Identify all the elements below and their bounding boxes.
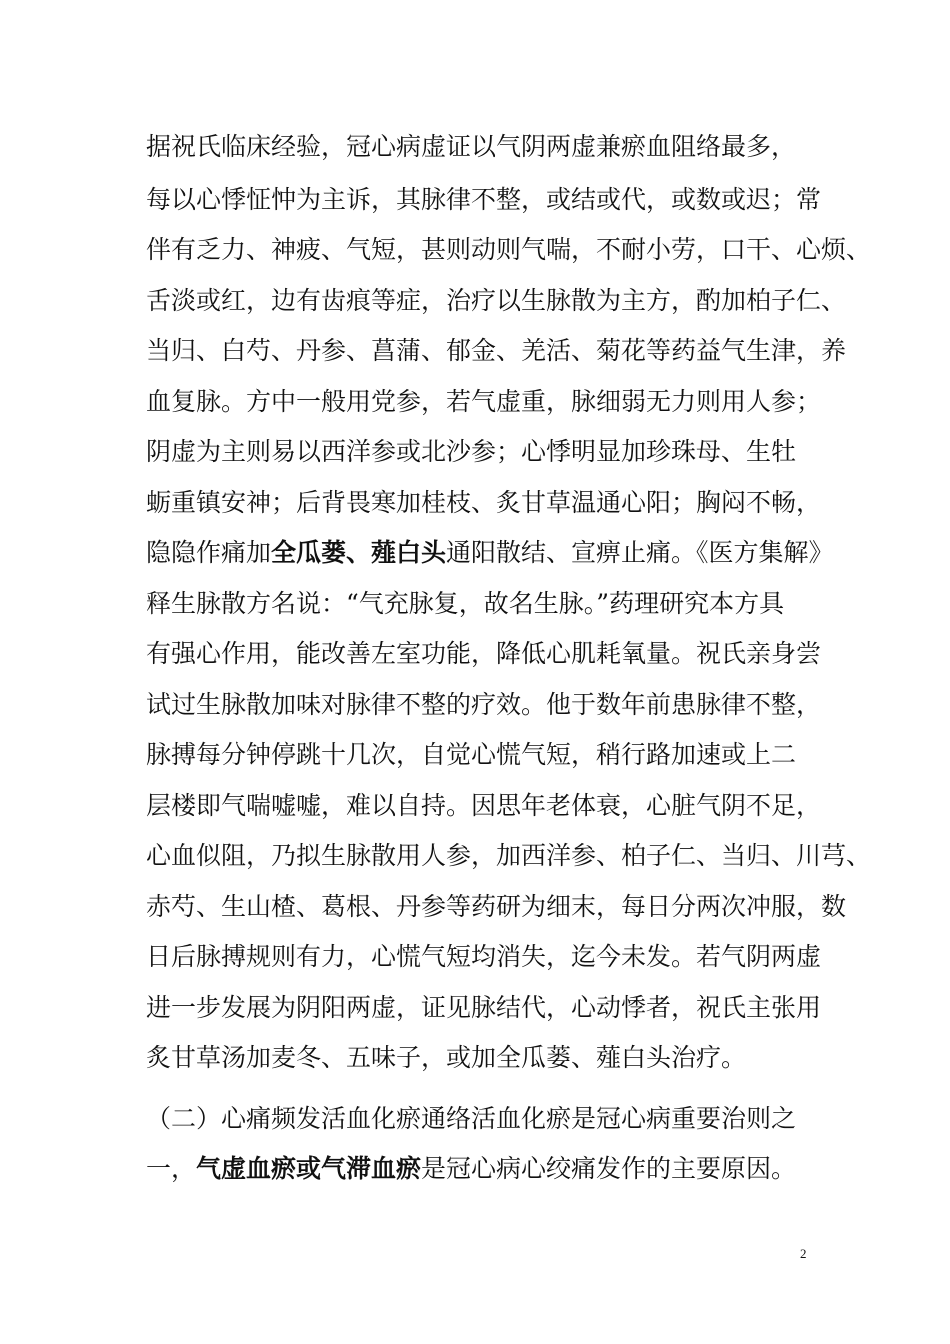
- page-number: 2: [800, 1246, 807, 1261]
- text-run: 隐隐作痛加: [146, 538, 272, 567]
- text-line-with-emphasis: [146, 1152, 836, 1186]
- emphasis-text: 气虚血瘀或气滞血瘀: [196, 1154, 422, 1183]
- text-line: 层楼即气喘嘘嘘，难以自持。因思年老体衰，心脏气阴不足，: [146, 791, 822, 820]
- text-line: 据祝氏临床经验，冠心病虚证以气阴两虚兼瘀血阻络最多，: [146, 132, 797, 161]
- text-run: 通阳散结、宣痹止痛。《医方集解》: [446, 538, 834, 567]
- text-line: 心血似阻，乃拟生脉散用人参，加西洋参、柏子仁、当归、川芎、: [146, 841, 872, 870]
- text-run: 一，: [146, 1154, 197, 1183]
- emphasis-text: 全瓜蒌、薤白头: [271, 538, 447, 567]
- text-line: 血复脉。方中一般用党参，若气虚重，脉细弱无力则用人参；: [146, 387, 822, 416]
- text-line-with-emphasis: [146, 536, 836, 570]
- text-line: 日后脉搏规则有力，心慌气短均消失，迄今未发。若气阴两虚: [146, 942, 822, 971]
- text-line: 炙甘草汤加麦冬、五味子，或加全瓜蒌、薤白头治疗。: [146, 1043, 747, 1072]
- text-line: 舌淡或红，边有齿痕等症，治疗以生脉散为主方，酌加柏子仁、: [146, 286, 847, 315]
- text-run: 是冠心病心绞痛发作的主要原因。: [421, 1154, 797, 1183]
- text-line: 释生脉散方名说：“气充脉复，故名生脉。”药理研究本方具: [146, 589, 785, 618]
- text-line: 阴虚为主则易以西洋参或北沙参；心悸明显加珍珠母、生牡: [146, 437, 797, 466]
- text-line: 每以心悸怔忡为主诉，其脉律不整，或结或代，或数或迟；常: [146, 185, 822, 214]
- text-line: 蛎重镇安神；后背畏寒加桂枝、炙甘草温通心阳；胸闷不畅，: [146, 488, 822, 517]
- text-line: 伴有乏力、神疲、气短，甚则动则气喘，不耐小劳，口干、心烦、: [146, 235, 872, 264]
- section-heading-line: （二）心痛频发活血化瘀通络活血化瘀是冠心病重要治则之: [146, 1104, 797, 1133]
- text-line: 脉搏每分钟停跳十几次，自觉心慌气短，稍行路加速或上二: [146, 740, 797, 769]
- text-line: 有强心作用，能改善左室功能，降低心肌耗氧量。祝氏亲身尝: [146, 639, 822, 668]
- text-line: 当归、白芍、丹参、菖蒲、郁金、羌活、菊花等药益气生津，养: [146, 336, 847, 365]
- text-line: 进一步发展为阴阳两虚，证见脉结代，心动悸者，祝氏主张用: [146, 993, 822, 1022]
- text-line: 试过生脉散加味对脉律不整的疗效。他于数年前患脉律不整，: [146, 690, 822, 719]
- text-line: 赤芍、生山楂、葛根、丹参等药研为细末，每日分两次冲服，数: [146, 892, 847, 921]
